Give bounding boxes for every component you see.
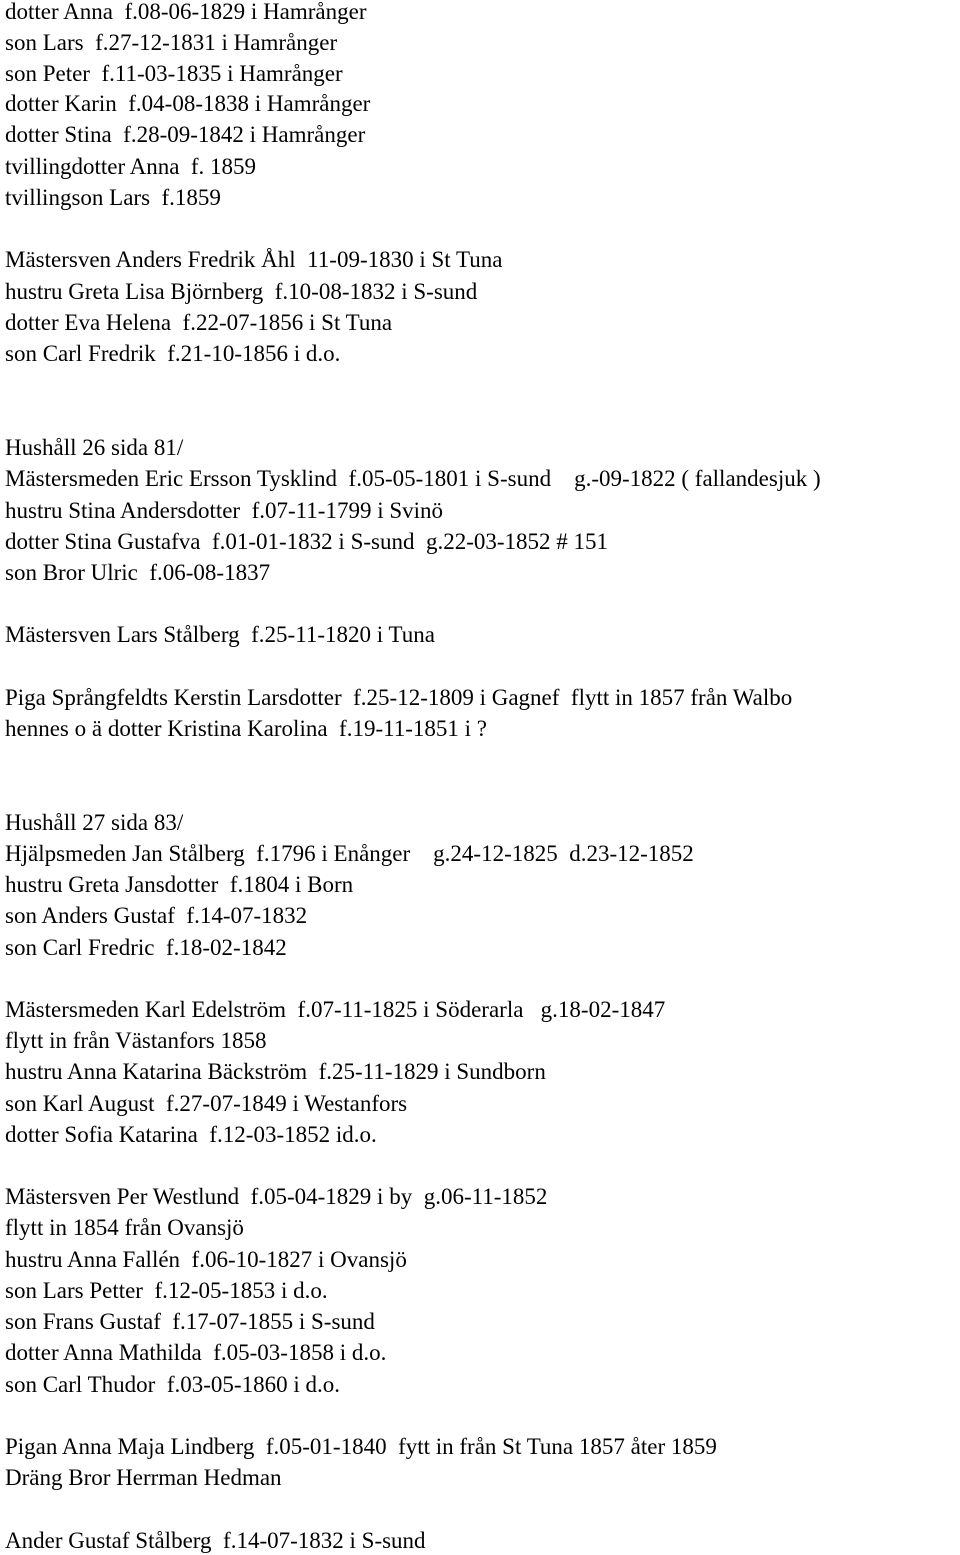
section-heading: Hushåll 26 sida 81/ [5, 435, 184, 460]
text-line: hustru Stina Andersdotter f.07-11-1799 i Svinö [5, 498, 444, 523]
text-line: flytt in från Västanfors 1858 [5, 1028, 267, 1053]
text-line: son Frans Gustaf f.17-07-1855 i S-sund [5, 1309, 375, 1334]
text-line: son Peter f.11-03-1835 i Hamrånger [5, 61, 343, 86]
text-line: son Carl Thudor f.03-05-1860 i d.o. [5, 1372, 340, 1397]
text-line: dotter Anna Mathilda f.05-03-1858 i d.o. [5, 1340, 387, 1365]
text-line: dotter Sofia Katarina f.12-03-1852 id.o. [5, 1122, 377, 1147]
text-line: flytt in 1854 från Ovansjö [5, 1215, 244, 1240]
text-line: Mästersven Anders Fredrik Åhl 11-09-1830 i St Tuna [5, 247, 503, 272]
document-body [5, 0, 960, 1553]
text-line: Mästersven Per Westlund f.05-04-1829 i by g.06-11-1852 [5, 1184, 548, 1209]
text-line: Mästersmeden Karl Edelström f.07-11-1825 i Söderarla g.18-02-1847 [5, 997, 666, 1022]
text-line: dotter Stina Gustafva f.01-01-1832 i S-sund g.22-03-1852 # 151 [5, 529, 609, 554]
text-line: Piga Språngfeldts Kerstin Larsdotter f.25-12-1809 i Gagnef flytt in 1857 från Walbo [5, 685, 793, 710]
text-line: tvillingdotter Anna f. 1859 [5, 154, 257, 179]
text-line: hennes o ä dotter Kristina Karolina f.19-11-1851 i ? [5, 716, 488, 741]
text-line: Mästersven Lars Stålberg f.25-11-1820 i Tuna [5, 622, 435, 647]
text-line: son Anders Gustaf f.14-07-1832 [5, 903, 308, 928]
text-line: tvillingson Lars f.1859 [5, 185, 221, 210]
text-line: son Lars f.27-12-1831 i Hamrånger [5, 30, 338, 55]
text-line: hustru Greta Lisa Björnberg f.10-08-1832 i S-sund [5, 279, 478, 304]
text-line: son Lars Petter f.12-05-1853 i d.o. [5, 1278, 328, 1303]
text-line: dotter Stina f.28-09-1842 i Hamrånger [5, 122, 366, 147]
text-line: dotter Eva Helena f.22-07-1856 i St Tuna [5, 310, 393, 335]
text-line: dotter Anna f.08-06-1829 i Hamrånger [5, 0, 367, 24]
text-line: Pigan Anna Maja Lindberg f.05-01-1840 fytt in från St Tuna 1857 åter 1859 [5, 1434, 717, 1459]
text-line: hustru Anna Katarina Bäckström f.25-11-1829 i Sundborn [5, 1059, 546, 1084]
text-line: dotter Karin f.04-08-1838 i Hamrånger [5, 91, 371, 116]
text-line: Dräng Bror Herrman Hedman [5, 1465, 282, 1490]
text-line: son Bror Ulric f.06-08-1837 [5, 560, 271, 585]
text-line: Ander Gustaf Stålberg f.14-07-1832 i S-sund [5, 1528, 426, 1553]
text-line: Hjälpsmeden Jan Stålberg f.1796 i Enånger g.24-12-1825 d.23-12-1852 [5, 841, 694, 866]
text-line: hustru Greta Jansdotter f.1804 i Born [5, 872, 354, 897]
text-line: son Carl Fredric f.18-02-1842 [5, 935, 287, 960]
text-line: son Karl August f.27-07-1849 i Westanfors [5, 1091, 408, 1116]
text-line: Mästersmeden Eric Ersson Tysklind f.05-05-1801 i S-sund g.-09-1822 ( fallandesjuk ) [5, 466, 821, 491]
text-line: hustru Anna Fallén f.06-10-1827 i Ovansjö [5, 1247, 407, 1272]
text-line: son Carl Fredrik f.21-10-1856 i d.o. [5, 341, 341, 366]
section-heading: Hushåll 27 sida 83/ [5, 810, 184, 835]
